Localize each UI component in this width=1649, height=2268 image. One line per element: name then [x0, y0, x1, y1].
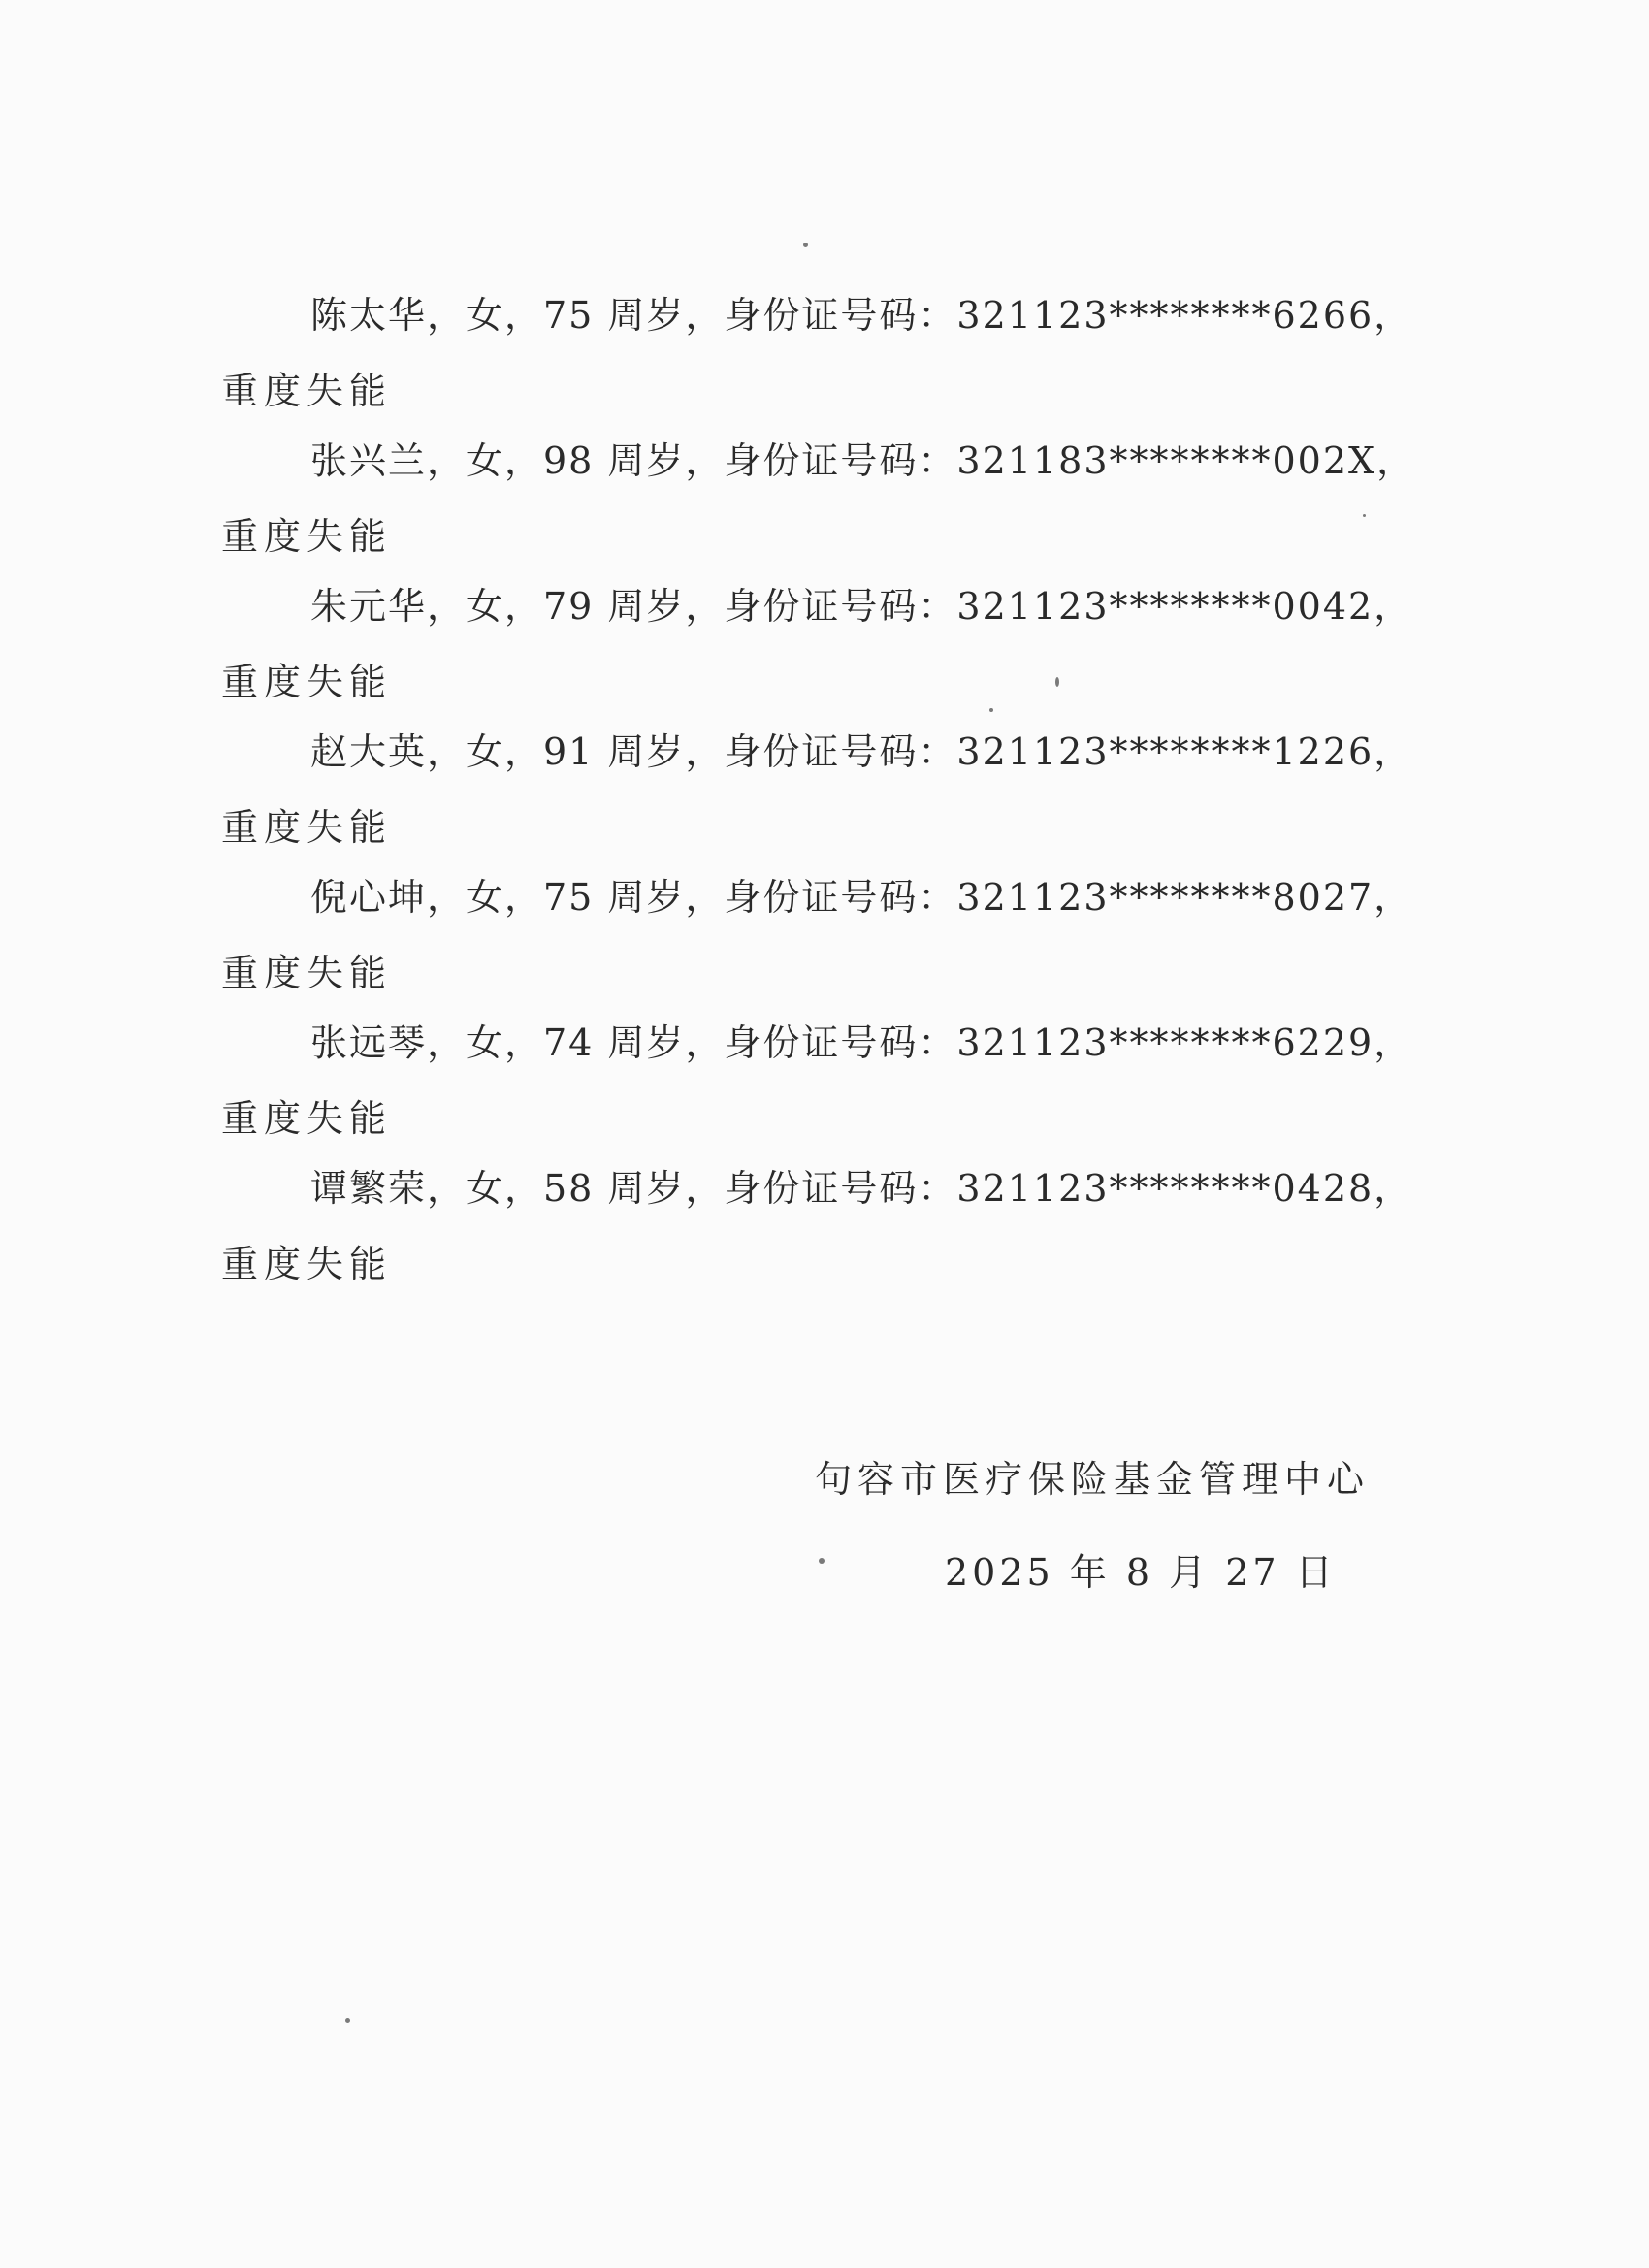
list-item — [221, 1019, 1414, 1143]
entry-detail: 张远琴，女，74 周岁，身份证号码：321123********6229， — [310, 1021, 1413, 1064]
entry-detail: 张兴兰，女，98 周岁，身份证号码：321183********002X， — [310, 439, 1416, 482]
entry-status: 重度失能 — [221, 370, 393, 412]
scan-speck — [989, 708, 993, 712]
entry-status: 重度失能 — [221, 806, 393, 849]
entry-detail: 朱元华，女，79 周岁，身份证号码：321123********0042， — [310, 585, 1413, 628]
list-item — [221, 728, 1414, 852]
list-item — [221, 1164, 1414, 1288]
signature-block — [815, 1455, 1416, 1597]
list-item — [221, 873, 1414, 997]
entry-detail: 倪心坤，女，75 周岁，身份证号码：321123********8027， — [310, 876, 1413, 919]
entry-detail: 赵大英，女，91 周岁，身份证号码：321123********1226， — [310, 730, 1413, 773]
issue-date: 2025 年 8 月 27 日 — [945, 1551, 1337, 1594]
list-item — [221, 437, 1414, 561]
entry-detail: 陈太华，女，75 周岁，身份证号码：321123********6266， — [310, 294, 1413, 337]
entry-status: 重度失能 — [221, 661, 393, 703]
entry-status: 重度失能 — [221, 952, 393, 994]
issuing-organization: 句容市医疗保险基金管理中心 — [815, 1458, 1371, 1501]
entry-status: 重度失能 — [221, 1243, 393, 1285]
entry-detail: 谭繁荣，女，58 周岁，身份证号码：321123********0428， — [310, 1167, 1413, 1210]
scan-speck — [1363, 514, 1366, 517]
entry-status: 重度失能 — [221, 1097, 393, 1140]
scan-speck — [819, 1558, 824, 1564]
entry-status: 重度失能 — [221, 515, 393, 558]
list-item — [221, 582, 1414, 706]
scan-speck — [803, 243, 808, 247]
scan-speck — [1055, 677, 1059, 687]
list-item — [221, 291, 1414, 415]
scan-speck — [345, 2018, 350, 2023]
